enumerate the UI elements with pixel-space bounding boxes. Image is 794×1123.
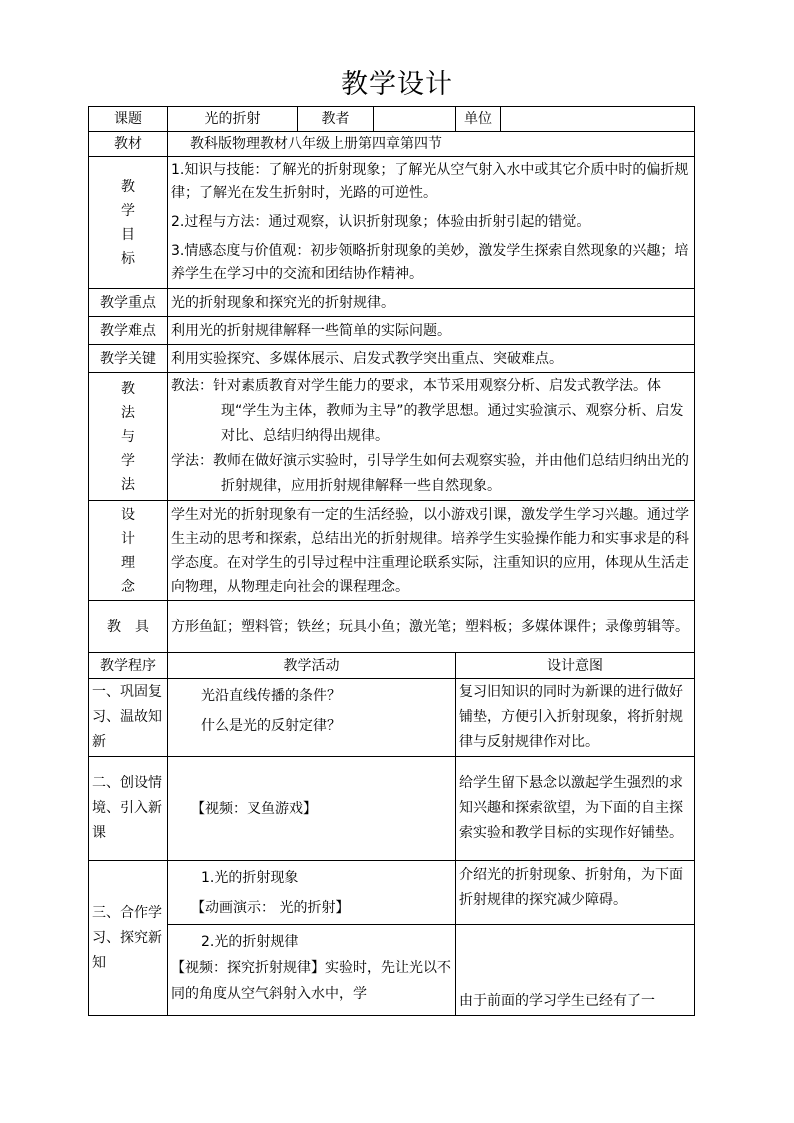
objective-item: 2.过程与方法：通过观察，认识折射现象；体验由折射引起的错觉。 [171, 214, 591, 230]
key-row [89, 345, 695, 373]
objective-item: 3.情感态度与价值观：初步领略折射现象的美妙，激发学生探索自然现象的兴趣；培养学生在学习中的交流和团结协作精神。 [171, 243, 689, 282]
key-point-row [89, 289, 695, 317]
topic-value: 光的折射 [168, 107, 298, 132]
textbook-value: 教科版物理教材八年级上册第四章第四节 [168, 132, 695, 157]
unit-value [501, 107, 695, 132]
step-activities: 【视频：叉鱼游戏】 [168, 757, 456, 861]
step-intent: 介绍光的折射现象、折射角，为下面折射规律的探究减少障碍。 [456, 861, 695, 925]
objectives-label: 教 学 目 标 [89, 157, 168, 289]
procedure-header-row [89, 653, 695, 679]
textbook-label: 教材 [89, 132, 168, 157]
tools-value: 方形鱼缸；塑料管；铁丝；玩具小鱼；激光笔；塑料板；多媒体课件；录像剪辑等。 [168, 601, 695, 653]
objectives-content [168, 157, 695, 289]
concept-label: 设 计 理 念 [89, 501, 168, 601]
objectives-row [89, 157, 695, 289]
textbook-row [89, 132, 695, 157]
key-point-value: 光的折射现象和探究光的折射规律。 [168, 289, 695, 317]
step-row [89, 757, 695, 861]
tools-label: 教 具 [89, 601, 168, 653]
methods-label: 教 法 与 学 法 [89, 373, 168, 501]
page-title: 教学设计 [341, 69, 453, 100]
procedure-col2: 教学活动 [168, 653, 456, 679]
key-point-label: 教学重点 [89, 289, 168, 317]
step-intent: 由于前面的学习学生已经有了一 [456, 925, 695, 1016]
step-activities: 1.光的折射现象 【动画演示： 光的折射】 [168, 861, 456, 925]
step-row [89, 861, 695, 925]
step-row [89, 925, 695, 1016]
teacher-label: 教者 [298, 107, 374, 132]
procedure-col3: 设计意图 [456, 653, 695, 679]
step-activities: 光沿直线传播的条件？ 什么是光的反射定律？ [168, 679, 456, 757]
lesson-plan-table [88, 106, 695, 1016]
objective-item: 1.知识与技能：了解光的折射现象；了解光从空气射入水中或其它介质中时的偏折规律；了解光在发生折射时，光路的可逆性。 [171, 162, 689, 201]
tools-row [89, 601, 695, 653]
unit-label: 单位 [456, 107, 501, 132]
difficulty-row [89, 317, 695, 345]
difficulty-value: 利用光的折射规律解释一些简单的实际问题。 [168, 317, 695, 345]
step-stage: 三、合作学习、探究新知 [89, 861, 168, 1016]
difficulty-label: 教学难点 [89, 317, 168, 345]
step-activities: 2.光的折射规律 【视频：探究折射规律】实验时，先让光以不同的角度从空气斜射入水中，学 [168, 925, 456, 1016]
step-intent: 复习旧知识的同时为新课的进行做好铺垫，方便引入折射现象，将折射规律与反射规律作对比。 [456, 679, 695, 757]
header-row [89, 107, 695, 132]
teacher-value [374, 107, 456, 132]
methods-content [168, 373, 695, 501]
learning-method: 学法：教师在做好演示实验时，引导学生如何去观察实验，并由他们总结归纳出光的折射规律，应用折射规律解释一些自然现象。 [171, 453, 689, 494]
step-intent: 给学生留下悬念以激起学生强烈的求知兴趣和探索欲望，为下面的自主探索实验和教学目标的实现作好铺垫。 [456, 757, 695, 861]
methods-row [89, 373, 695, 501]
step-stage: 二、创设情境、引入新课 [89, 757, 168, 861]
key-value: 利用实验探究、多媒体展示、启发式教学突出重点、突破难点。 [168, 345, 695, 373]
procedure-col1: 教学程序 [89, 653, 168, 679]
topic-label: 课题 [89, 107, 168, 132]
step-row [89, 679, 695, 757]
concept-value: 学生对光的折射现象有一定的生活经验，以小游戏引课，激发学生学习兴趣。通过学生主动的思考和探索，总结出光的折射规律。培养学生实验操作能力和实事求是的科学态度。在对学生的引导过程中注重理论联系实际，注重知识的应用，体现从生活走向物理，从物理走向社会的课程理念。 [168, 501, 695, 601]
concept-row [89, 501, 695, 601]
key-label: 教学关键 [89, 345, 168, 373]
step-stage: 一、巩固复习、温故知新 [89, 679, 168, 757]
teaching-method: 教法：针对素质教育对学生能力的要求，本节采用观察分析、启发式教学法。体现“学生为主体，教师为主导”的教学思想。通过实验演示、观察分析、启发对比、总结归纳得出规律。 [171, 378, 684, 444]
